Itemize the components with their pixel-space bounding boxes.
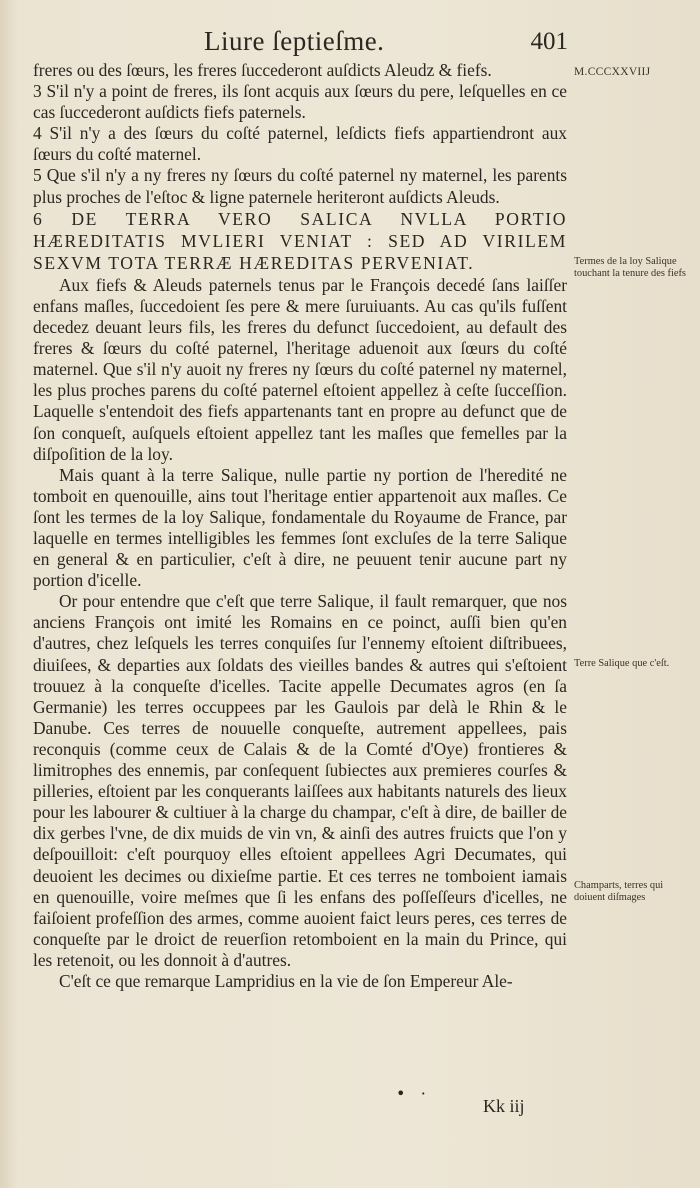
latin-law-text: 6 DE TERRA VERO SALICA NVLLA PORTIO HÆREDITATIS MVLIERI VENIAT : SED AD VIRILEM SEXVM TOTA TERRÆ HÆREDITAS PERVENIAT. bbox=[33, 208, 567, 274]
running-title: Liure ſeptieſme. bbox=[204, 26, 385, 56]
paragraph-7: Mais quant à la terre Salique, nulle partie ny portion de l'heredité ne tomboit en quenouille, ains tout l'heritage entier appartenoit aux maſles. Ce ſont les termes de la loy Salique, fondamentale du Royaume de France, par laquelle en termes intelligibles les femmes ſont excluſes de la terre Salique en general & en particulier, c'eſt à dire, ne peuuent tenir aucune part ny portion d'icelle. bbox=[33, 464, 567, 591]
paragraph-4: 5 Que s'il n'y a ny freres ny ſœurs du coſté paternel ny maternel, les parents plus proches de l'eſtoc & ligne paternele heriteront auſdicts Aleuds. bbox=[33, 165, 567, 207]
main-text bbox=[33, 60, 567, 992]
paragraph-2: 3 S'il n'y a point de freres, ils ſont acquis aux ſœurs du pere, leſquelles en ce cas ſuccederont auſdicts fiefs paternels. bbox=[33, 81, 567, 123]
margin-note-terre-salique: Terre Salique que c'eſt. bbox=[574, 658, 670, 669]
paragraph-6: Aux fiefs & Aleuds paternels tenus par le François decedé ſans laiſſer enfans maſles, ſuccedoient ſes pere & mere ſuruiuants. Au cas qu'ils fuſſent decedez deuant leurs fils, les freres du defunct ſuccedoient, au default des freres & ſœurs du coſté paternel, l'heritage aduenoit aux ſœurs du coſté maternel. Que s'il n'y auoit ny freres ny ſœurs du coſté paternel ny maternel, les plus proches parens du coſté paternel eſtoient appellez à ceſte ſucceſſion. Laquelle s'entendoit des fiefs appartenants tant en propre au defunct que de ſon conqueſt, auſquels eſtoient appellez tant les maſles que femelles par la diſpoſition de la loy. bbox=[33, 274, 567, 464]
printer-dots: • · bbox=[396, 1084, 426, 1103]
margin-note-loy-salique: Termes de la loy Salique touchant la tenure des fiefs bbox=[574, 256, 686, 280]
margin-note-champarts: Champarts, terres qui doiuent diſmages bbox=[574, 880, 664, 904]
paragraph-3: 4 S'il n'y a des ſœurs du coſté paternel, leſdicts fiefs appartiendront aux ſœurs du coſté maternel. bbox=[33, 123, 567, 165]
paragraph-9: C'eſt ce que remarque Lampridius en la vie de ſon Empereur Ale- bbox=[59, 970, 513, 991]
paragraph-1: freres ou des ſœurs, les freres ſuccederont auſdicts Aleudz & fiefs. bbox=[33, 60, 492, 80]
signature-mark: Kk iij bbox=[483, 1096, 525, 1116]
page-header bbox=[200, 26, 580, 60]
page-number: 401 bbox=[530, 28, 568, 55]
paragraph-8: Or pour entendre que c'eſt que terre Salique, il fault remarquer, que nos anciens François ont imité les Romains en ce poinct, auſſi bien qu'en d'autres, chez leſquels les terres conquiſes ſur l'ennemy eſtoient diſtribuees, diuiſees, & departies aux ſoldats des vieilles bandes & autres qui s'eſtoient trouuez à la conqueſte d'icelles. Tacite appelle Decumates agros (en ſa Germanie) les terres occuppees par les Gaulois par delà le Rhin & le Danube. Ces terres de nouuelle conqueſte, autrement appellees, pais reconquis (comme ceux de Calais & de la Comté d'Oye) frontieres & limitrophes des ennemis, par conſequent ſubiectes aux premieres courſes & pilleries, eſtoient par les conquerants laiſſees aux habitants naturels des lieux pour les labourer & cultiuer à la charge du champar, c'eſt à dire, de bailler de dix gerbes l'vne, de dix muids de vin vn, & ainſi des autres fruicts que l'on y deſpouilloit: c'eſt pourquoy elles eſtoient appellees Agri Decumates, qui deuoient les decimes ou dixieſme partie. Et ces terres ne tomboient iamais en quenouille, voire meſmes que ſi les enfans des poſſeſſeurs d'icelles, ne faiſoient profeſſion des armes, comme auoient faict leurs peres, ces terres de conqueſte par le droict de reuerſion retomboient en la main du Prince, qui les retenoit, ou les donnoit à d'autres. bbox=[33, 591, 567, 970]
margin-date: M.CCCXXVIIJ bbox=[574, 66, 651, 78]
